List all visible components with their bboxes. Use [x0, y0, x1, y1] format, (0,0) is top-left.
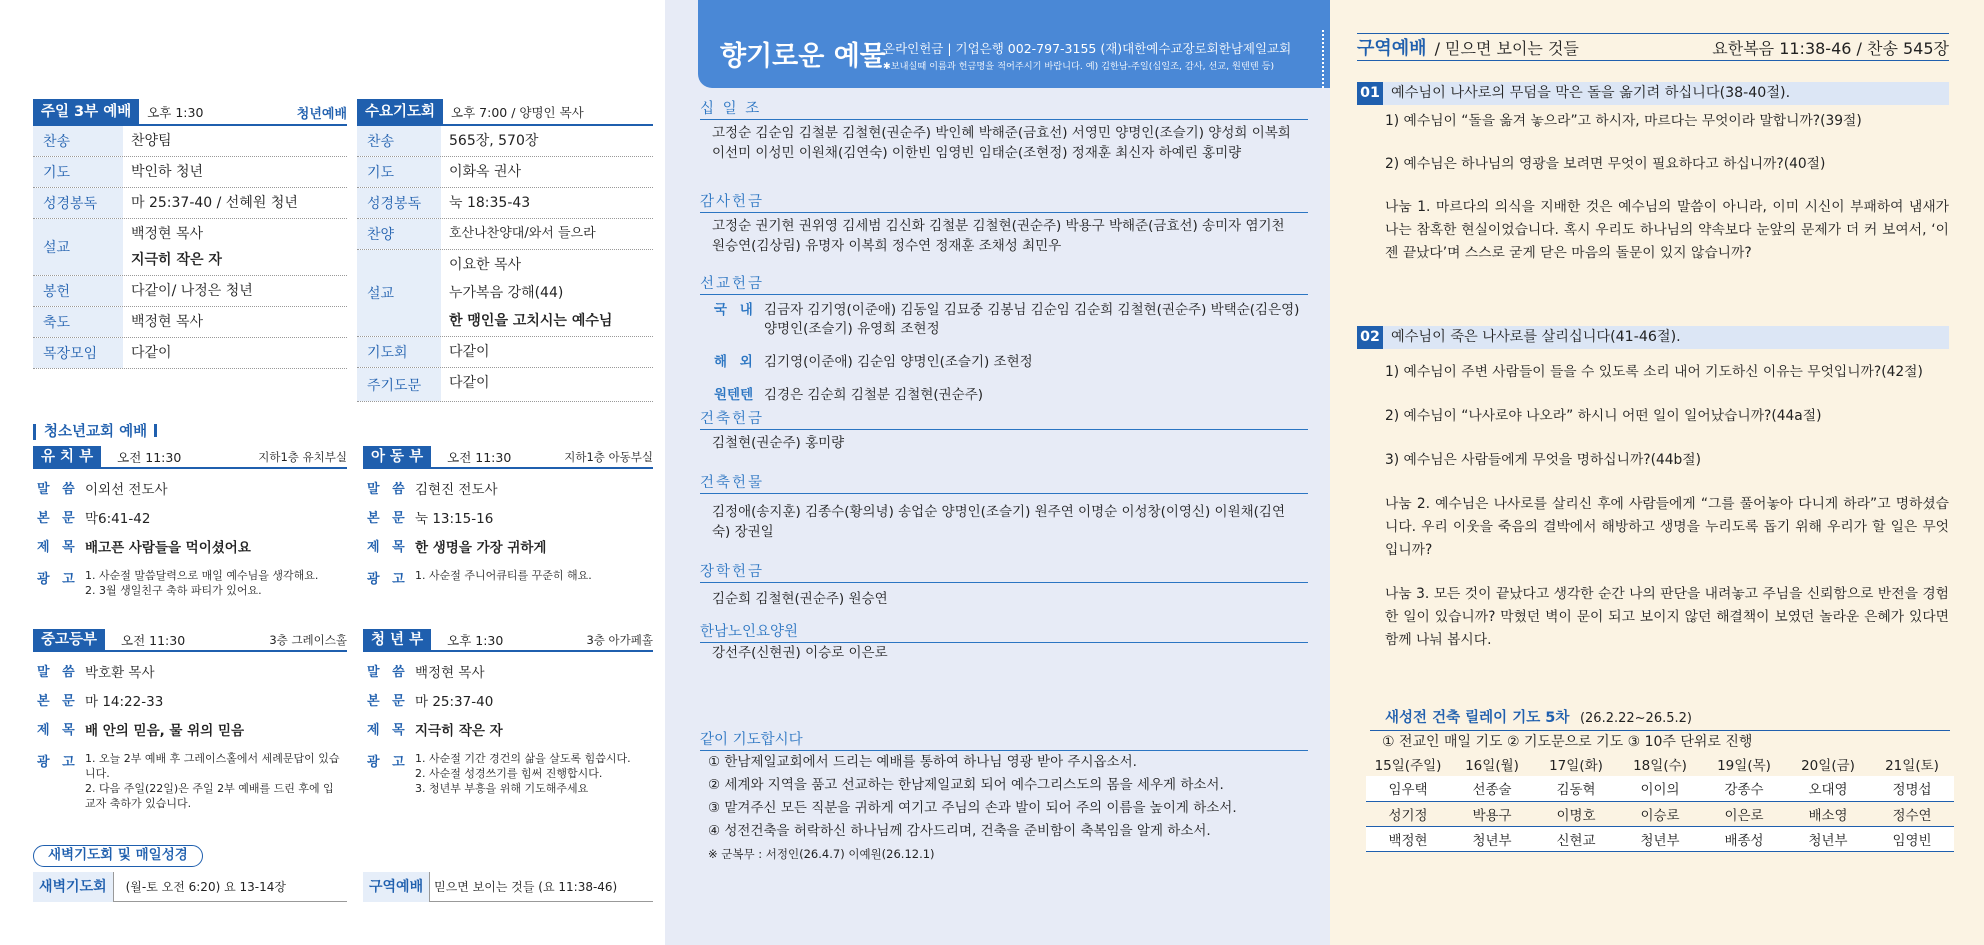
- name-cell: 오대영: [1786, 776, 1870, 801]
- text-label: 본 문: [367, 694, 409, 709]
- prayer-item: ③ 맡겨주신 모든 직분을 귀하게 여기고 주님의 손과 발이 되어 주의 이름을 높이게 하소서.: [708, 800, 1237, 816]
- topic-row: [363, 719, 653, 739]
- sharing-3: 나눔 3. 모든 것이 끝났다고 생각한 순간 나의 판단을 내려놓고 주님을 신뢰함으로 반전을 경험한 일이 있습니까? 막혔던 벽이 문이 되고 보이지 않던 해결책이 보였던 놀라운 은혜가 있다면 함께 나눠 봅시다.: [1385, 586, 1949, 648]
- row-sermon: [357, 250, 653, 337]
- sermon-preacher: 백정현 목사: [131, 226, 204, 242]
- children-place: 지하1층 아동부실: [564, 450, 653, 464]
- scholarship-title: 장학헌금: [700, 563, 1308, 583]
- title-bar: [154, 424, 157, 437]
- topic-row: [33, 719, 347, 739]
- sermon-title: 한 맹인을 고치시는 예수님: [449, 313, 613, 329]
- wednesday-title: 수요기도회: [357, 99, 443, 125]
- relay-prayer-period: (26.2.22~26.5.2): [1579, 711, 1692, 726]
- ad-item: 2. 3월 생일친구 축하 파티가 있어요.: [85, 584, 262, 597]
- text: 막6:41-42: [85, 511, 151, 527]
- children-title: 아 동 부: [363, 446, 431, 468]
- speaker-label: 말 씀: [37, 482, 79, 497]
- prayer-list: [700, 751, 1308, 866]
- name-cell: 청년부: [1786, 826, 1870, 851]
- topic-label: 제 목: [367, 540, 409, 555]
- question-2: [1357, 326, 1949, 652]
- relay-prayer-rules: ① 전교인 매일 기도 ② 기도문으로 기도 ③ 10주 단위로 진행: [1370, 730, 1950, 753]
- sunday-3rd-type: 청년예배: [296, 106, 347, 122]
- middle-high-place: 3층 그레이스홀: [269, 633, 347, 647]
- building-section: [700, 410, 1308, 456]
- ad-label: 광 고: [367, 572, 409, 587]
- row-label: 축도: [33, 307, 123, 337]
- row-scripture: [33, 188, 347, 219]
- row-cell-meeting: [33, 338, 347, 369]
- sunday-3rd-header: [33, 100, 347, 126]
- kindergarten-place: 지하1층 유치부실: [258, 450, 347, 464]
- name-cell: 김동혁: [1534, 776, 1618, 801]
- row-label: 설교: [357, 250, 441, 336]
- row-value: 다같이/ 나정은 청년: [131, 283, 253, 299]
- question-number: 02: [1357, 326, 1383, 349]
- topic-label: 제 목: [37, 540, 79, 555]
- row-value: 다같이: [131, 345, 172, 361]
- day-cell: 17일(화): [1549, 758, 1603, 774]
- name-cell: 이은로: [1702, 801, 1786, 826]
- topic-row: [33, 536, 347, 556]
- dawn-prayer-pill: 새벽기도회 및 매일성경: [33, 845, 203, 867]
- text-label: 본 문: [367, 511, 409, 526]
- mission-oneten: [700, 386, 1308, 405]
- name-cell: 이승로: [1618, 801, 1702, 826]
- ad-list: [415, 568, 592, 587]
- ad-item: 2. 다음 주일(22일)은 주일 2부 예배를 드린 후에 입교자 축하가 있습니다.: [85, 782, 334, 810]
- tithe-names: 고정순 김순임 김철분 김철현(권순주) 박인혜 박해준(금효선) 서영민 양명인(조슬기) 양성희 이복희 이선미 이성민 이원채(김연숙) 이한빈 임영빈 임태순(조현정) 정재훈 최신자 하예린 홍미량: [712, 125, 1291, 161]
- row-prayer-meeting: [357, 337, 653, 368]
- thanks-title: 감사헌금: [700, 193, 1308, 213]
- day-cell: 16일(월): [1465, 758, 1519, 774]
- prayer-section: [700, 731, 1308, 866]
- topic: 배 안의 믿음, 물 위의 믿음: [85, 723, 245, 739]
- building-gift-names: 김정애(송지훈) 김종수(황의녕) 송업순 양명인(조슬기) 원주연 이명순 이성창(이영신) 이원채(김연숙) 장권일: [712, 504, 1285, 540]
- abroad-label: 해 외: [714, 354, 757, 370]
- mission-abroad: [700, 353, 1308, 372]
- row-hymn: [357, 126, 653, 157]
- topic: 지극히 작은 자: [415, 723, 503, 739]
- building-gift-title: 건축헌물: [700, 474, 1308, 494]
- district-worship-subtitle: / 믿으면 보이는 것들: [1434, 38, 1579, 58]
- sermon-values: [123, 219, 230, 275]
- children-service: [363, 447, 653, 587]
- young-adult-time: 오후 1:30: [447, 633, 504, 648]
- question-line: 1) 예수님이 주변 사람들이 들을 수 있도록 소리 내어 기도하신 이유는 무엇입니까?(42절): [1385, 364, 1923, 380]
- row-label: 기도: [357, 157, 441, 187]
- name-cell: 배소영: [1786, 801, 1870, 826]
- row-label: 찬송: [33, 126, 123, 156]
- oneten-label: 원텐텐: [714, 387, 754, 403]
- kindergarten-header: [33, 447, 347, 469]
- topic-label: 제 목: [367, 723, 409, 738]
- speaker-row: [33, 661, 347, 681]
- row-label: 기도: [33, 157, 123, 187]
- domestic-names: 김금자 김기영(이준애) 김동일 김묘중 김봉님 김순임 김순희 김철현(권순주) 박택순(김은영) 양명인(조슬기) 유영희 조현정: [764, 302, 1300, 337]
- row-label: 기도회: [357, 337, 441, 367]
- speaker: 백정현 목사: [415, 665, 485, 681]
- young-adult-service: [363, 630, 653, 796]
- day-cell: 15일(주일): [1374, 758, 1442, 774]
- row-benediction: [33, 307, 347, 338]
- dawn-prayer-row: [33, 872, 347, 902]
- day-cell: 21일(토): [1885, 758, 1939, 774]
- sermon-preacher: 이요한 목사: [449, 257, 522, 273]
- prayer-title: 같이 기도합시다: [700, 731, 1308, 751]
- ad-item: 1. 오늘 2부 예배 후 그레이스홀에서 세례문답이 있습니다.: [85, 752, 340, 780]
- speaker-label: 말 씀: [367, 482, 409, 497]
- nursing-home-title: 한남노인요양원: [700, 623, 1308, 643]
- row-label: 주기도문: [357, 368, 441, 401]
- name-cell: 임영빈: [1870, 826, 1954, 851]
- row-label: 성경봉독: [357, 188, 441, 218]
- middle-high-time: 오전 11:30: [121, 633, 186, 648]
- banner-title: 향기로운 예물: [720, 41, 886, 72]
- abroad-names: 김기영(이준애) 김순임 양명인(조슬기) 조현정: [764, 354, 1033, 370]
- prayer-item: ② 세계와 지역을 품고 선교하는 한남제일교회 되어 예수그리스도의 몸을 세우게 하소서.: [708, 777, 1224, 793]
- kindergarten-title: 유 치 부: [33, 446, 101, 468]
- ad-row: [33, 568, 347, 598]
- name-cell: 청년부: [1618, 826, 1702, 851]
- row-label: 찬양: [357, 219, 441, 249]
- speaker-label: 말 씀: [37, 665, 79, 680]
- name-cell: 신현교: [1534, 826, 1618, 851]
- children-time: 오전 11:30: [447, 450, 512, 465]
- young-adult-header: [363, 630, 653, 652]
- name-cell: 배종성: [1702, 826, 1786, 851]
- building-names: 김철현(권순주) 홍미량: [712, 435, 845, 451]
- name-cell: 임우택: [1366, 776, 1450, 801]
- tithe-title: 십 일 조: [700, 100, 1308, 120]
- ad-label: 광 고: [37, 755, 79, 770]
- district-worship-header: [1357, 33, 1949, 61]
- question-line: 1) 예수님이 “돌을 옮겨 놓으라”고 하시자, 마르다는 무엇이라 말합니까?(39절): [1385, 113, 1862, 129]
- mission-section: [700, 275, 1308, 405]
- sunday-3rd-title: 주일 3부 예배: [33, 99, 139, 125]
- speaker-label: 말 씀: [367, 665, 409, 680]
- banner-divider: [1322, 30, 1324, 88]
- sunday-3rd-time: 오후 1:30: [147, 105, 204, 120]
- row-value: 다같이: [449, 344, 490, 360]
- row-prayer: [33, 157, 347, 188]
- ad-item: 1. 사순절 기간 경건의 삶을 살도록 힘씁시다.: [415, 752, 631, 765]
- middle-high-header: [33, 630, 347, 652]
- row-sermon: [33, 219, 347, 276]
- domestic-label: 국 내: [714, 302, 757, 318]
- row-prayer: [357, 157, 653, 188]
- name-cell: 박용구: [1450, 801, 1534, 826]
- banner-account-info: 온라인헌금 | 기업은행 002-797-3155 (재)대한예수교장로회한남제일교회: [883, 41, 1292, 56]
- kindergarten-time: 오전 11:30: [117, 450, 182, 465]
- name-cell: 정명섭: [1870, 776, 1954, 801]
- sunday-3rd-service: [33, 100, 347, 369]
- ad-item: 3. 청년부 부흥을 위해 기도해주세요: [415, 782, 589, 795]
- sermon-title: 지극히 작은 자: [131, 252, 222, 268]
- speaker-row: [33, 478, 347, 498]
- speaker: 김현진 전도사: [415, 482, 498, 498]
- district-label: 구역예배: [363, 872, 430, 902]
- wednesday-header: [357, 100, 653, 126]
- prayer-item: ④ 성전건축을 허락하신 하나님께 감사드리며, 건축을 준비함이 축복임을 알게 하소서.: [708, 823, 1211, 839]
- children-header: [363, 447, 653, 469]
- district-row: [363, 872, 653, 902]
- question-1: [1357, 82, 1949, 265]
- thanks-section: [700, 193, 1308, 259]
- relay-days-row: [1366, 752, 1954, 776]
- text: 마 14:22-33: [85, 694, 164, 710]
- sermon-values: [441, 250, 620, 336]
- youth-church-title-text: 청소년교회 예배: [33, 424, 147, 440]
- district-worship-ref: 요한복음 11:38-46 / 찬송 545장: [1712, 38, 1949, 58]
- row-scripture: [357, 188, 653, 219]
- ad-list: [415, 751, 651, 796]
- speaker: 박호환 목사: [85, 665, 155, 681]
- thanks-names: 고정순 권기현 권위영 김세범 김신화 김철분 김철현(권순주) 박용구 박해준(금효선) 송미자 염기천 원승연(김상림) 유명자 이복희 정수연 정재훈 조채성 최민우: [712, 218, 1285, 254]
- relay-prayer-title: 새성전 건축 릴레이 기도 5차: [1385, 710, 1570, 726]
- name-cell: 성기정: [1366, 801, 1450, 826]
- military-note: ※ 군복무 : 서정인(26.4.7) 이예원(26.12.1): [708, 847, 935, 861]
- topic: 한 생명을 가장 귀하게: [415, 540, 547, 556]
- nursing-home-section: [700, 623, 1308, 666]
- text-row: [33, 690, 347, 710]
- row-value: 백정현 목사: [131, 314, 204, 330]
- question-heading: 예수님이 죽은 나사로를 살리십니다(41-46절).: [1391, 329, 1681, 345]
- text: 마 25:37-40: [415, 694, 494, 710]
- dawn-prayer-label: 새벽기도회: [33, 872, 114, 902]
- question-number: 01: [1357, 82, 1383, 105]
- mission-domestic: [700, 301, 1308, 339]
- question-2-header: [1357, 326, 1949, 349]
- mission-title: 선교헌금: [700, 275, 1308, 295]
- row-value: 박인하 청년: [131, 164, 204, 180]
- youth-church-title: [33, 420, 157, 441]
- middle-high-service: [33, 630, 347, 811]
- nursing-home-names: 강선주(신현권) 이승로 이은로: [712, 645, 888, 661]
- name-cell: 선종술: [1450, 776, 1534, 801]
- topic: 배고픈 사람들을 먹이셨어요: [85, 540, 251, 556]
- sharing-1: 나눔 1. 마르다의 의식을 지배한 것은 예수님의 말씀이 아니라, 이미 시신이 부패하여 냄새가 나는 참혹한 현실이었습니다. 혹시 우리도 하나님의 약속보다 눈앞의 문제가 더 커 보여서, ‘이젠 끝났다’며 스스로 굳게 닫은 마음의 돌문이 있지 않습니까?: [1385, 199, 1949, 261]
- ad-list: [85, 751, 343, 811]
- question-line: 2) 예수님은 하나님의 영광을 보려면 무엇이 필요하다고 하십니까?(40절): [1385, 156, 1826, 172]
- sharing-2: 나눔 2. 예수님은 나사로를 살리신 후에 사람들에게 “그를 풀어놓아 다니게 하라”고 명하셨습니다. 우리 이웃을 죽음의 결박에서 해방하고 생명을 누리도록 돕기 위해 우리가 할 일은 무엇입니까?: [1385, 496, 1949, 558]
- young-adult-place: 3층 아가페홀: [586, 633, 653, 647]
- text-label: 본 문: [37, 694, 79, 709]
- ad-item: 2. 사순절 성경쓰기를 힘써 진행합시다.: [415, 767, 603, 780]
- row-value: 눅 18:35-43: [449, 195, 531, 211]
- sermon-series: 누가복음 강해(44): [449, 285, 564, 301]
- text-row: [363, 690, 653, 710]
- relay-prayer-table: [1366, 752, 1954, 852]
- row-label: 찬송: [357, 126, 441, 156]
- ad-row: [363, 751, 653, 796]
- name-cell: 이명호: [1534, 801, 1618, 826]
- name-cell: 백정현: [1366, 826, 1450, 851]
- row-label: 성경봉독: [33, 188, 123, 218]
- text-label: 본 문: [37, 511, 79, 526]
- relay-row: [1366, 776, 1954, 801]
- ad-list: [85, 568, 343, 598]
- ad-row: [33, 751, 347, 811]
- row-value: 호산나찬양대/와서 들으라: [449, 226, 596, 241]
- building-gift-section: [700, 474, 1308, 545]
- prayer-item: ① 한남제일교회에서 드리는 예배를 통하여 하나님 영광 받아 주시옵소서.: [708, 754, 1137, 770]
- speaker-row: [363, 478, 653, 498]
- day-cell: 20일(금): [1801, 758, 1855, 774]
- speaker-row: [363, 661, 653, 681]
- question-1-header: [1357, 82, 1949, 105]
- left-panel: [0, 0, 665, 945]
- row-praise: [357, 219, 653, 250]
- question-heading: 예수님이 나사로의 무덤을 막은 돌을 옮기려 하십니다(38-40절).: [1391, 85, 1791, 101]
- kindergarten-service: [33, 447, 347, 598]
- row-value: 이화옥 권사: [449, 164, 522, 180]
- topic-label: 제 목: [37, 723, 79, 738]
- name-cell: 청년부: [1450, 826, 1534, 851]
- middle-high-title: 중고등부: [33, 629, 105, 651]
- row-offering: [33, 276, 347, 307]
- row-value: 마 25:37-40 / 선혜원 청년: [131, 195, 298, 211]
- ad-item: 1. 사순절 말씀달력으로 매일 예수님을 생각해요.: [85, 569, 319, 582]
- relay-prayer-title-row: [1385, 706, 1692, 727]
- banner-note: ✱보내실때 이름과 헌금명을 적어주시기 바랍니다. 예) 김한남-주일(십일조, 감사, 선교, 원텐텐 등): [883, 61, 1275, 72]
- scholarship-section: [700, 563, 1308, 612]
- name-cell: 이이의: [1618, 776, 1702, 801]
- ad-label: 광 고: [367, 755, 409, 770]
- row-hymn: [33, 126, 347, 157]
- day-cell: 18일(수): [1633, 758, 1687, 774]
- oneten-names: 김경은 김순희 김철분 김철현(권순주): [764, 387, 984, 403]
- wednesday-prayer: [357, 100, 653, 402]
- row-value: 565장, 570장: [449, 133, 539, 149]
- dawn-prayer-value: (월-토 오전 6:20) 요 13-14장: [125, 880, 286, 894]
- ad-label: 광 고: [37, 572, 79, 587]
- text-row: [363, 507, 653, 527]
- name-cell: 강종수: [1702, 776, 1786, 801]
- scholarship-names: 김순희 김철현(권순주) 원승연: [712, 591, 888, 607]
- speaker: 이외선 전도사: [85, 482, 168, 498]
- row-label: 설교: [33, 219, 123, 275]
- relay-row: [1366, 826, 1954, 851]
- young-adult-title: 청 년 부: [363, 629, 431, 651]
- row-label: 봉헌: [33, 276, 123, 306]
- wednesday-time: 오후 7:00 / 양명인 목사: [451, 105, 584, 120]
- ad-row: [363, 568, 653, 587]
- row-value: 찬양팀: [131, 133, 172, 149]
- row-label: 목장모임: [33, 338, 123, 368]
- topic-row: [363, 536, 653, 556]
- day-cell: 19일(목): [1717, 758, 1771, 774]
- question-line: 3) 예수님은 사람들에게 무엇을 명하십니까?(44b절): [1385, 452, 1702, 468]
- text-row: [33, 507, 347, 527]
- row-value: 다같이: [449, 375, 490, 391]
- ad-item: 1. 사순절 주니어큐티를 꾸준히 해요.: [415, 569, 592, 582]
- relay-row: [1366, 801, 1954, 826]
- text: 눅 13:15-16: [415, 511, 494, 527]
- district-value: 믿으면 보이는 것들 (요 11:38-46): [434, 880, 618, 894]
- district-worship-title: 구역예배: [1357, 38, 1427, 59]
- tithe-section: [700, 100, 1308, 166]
- building-title: 건축헌금: [700, 410, 1308, 430]
- name-cell: 정수연: [1870, 801, 1954, 826]
- question-line: 2) 예수님이 “나사로야 나오라” 하시니 어떤 일이 일어났습니까?(44a절): [1385, 408, 1822, 424]
- row-lords-prayer: [357, 368, 653, 402]
